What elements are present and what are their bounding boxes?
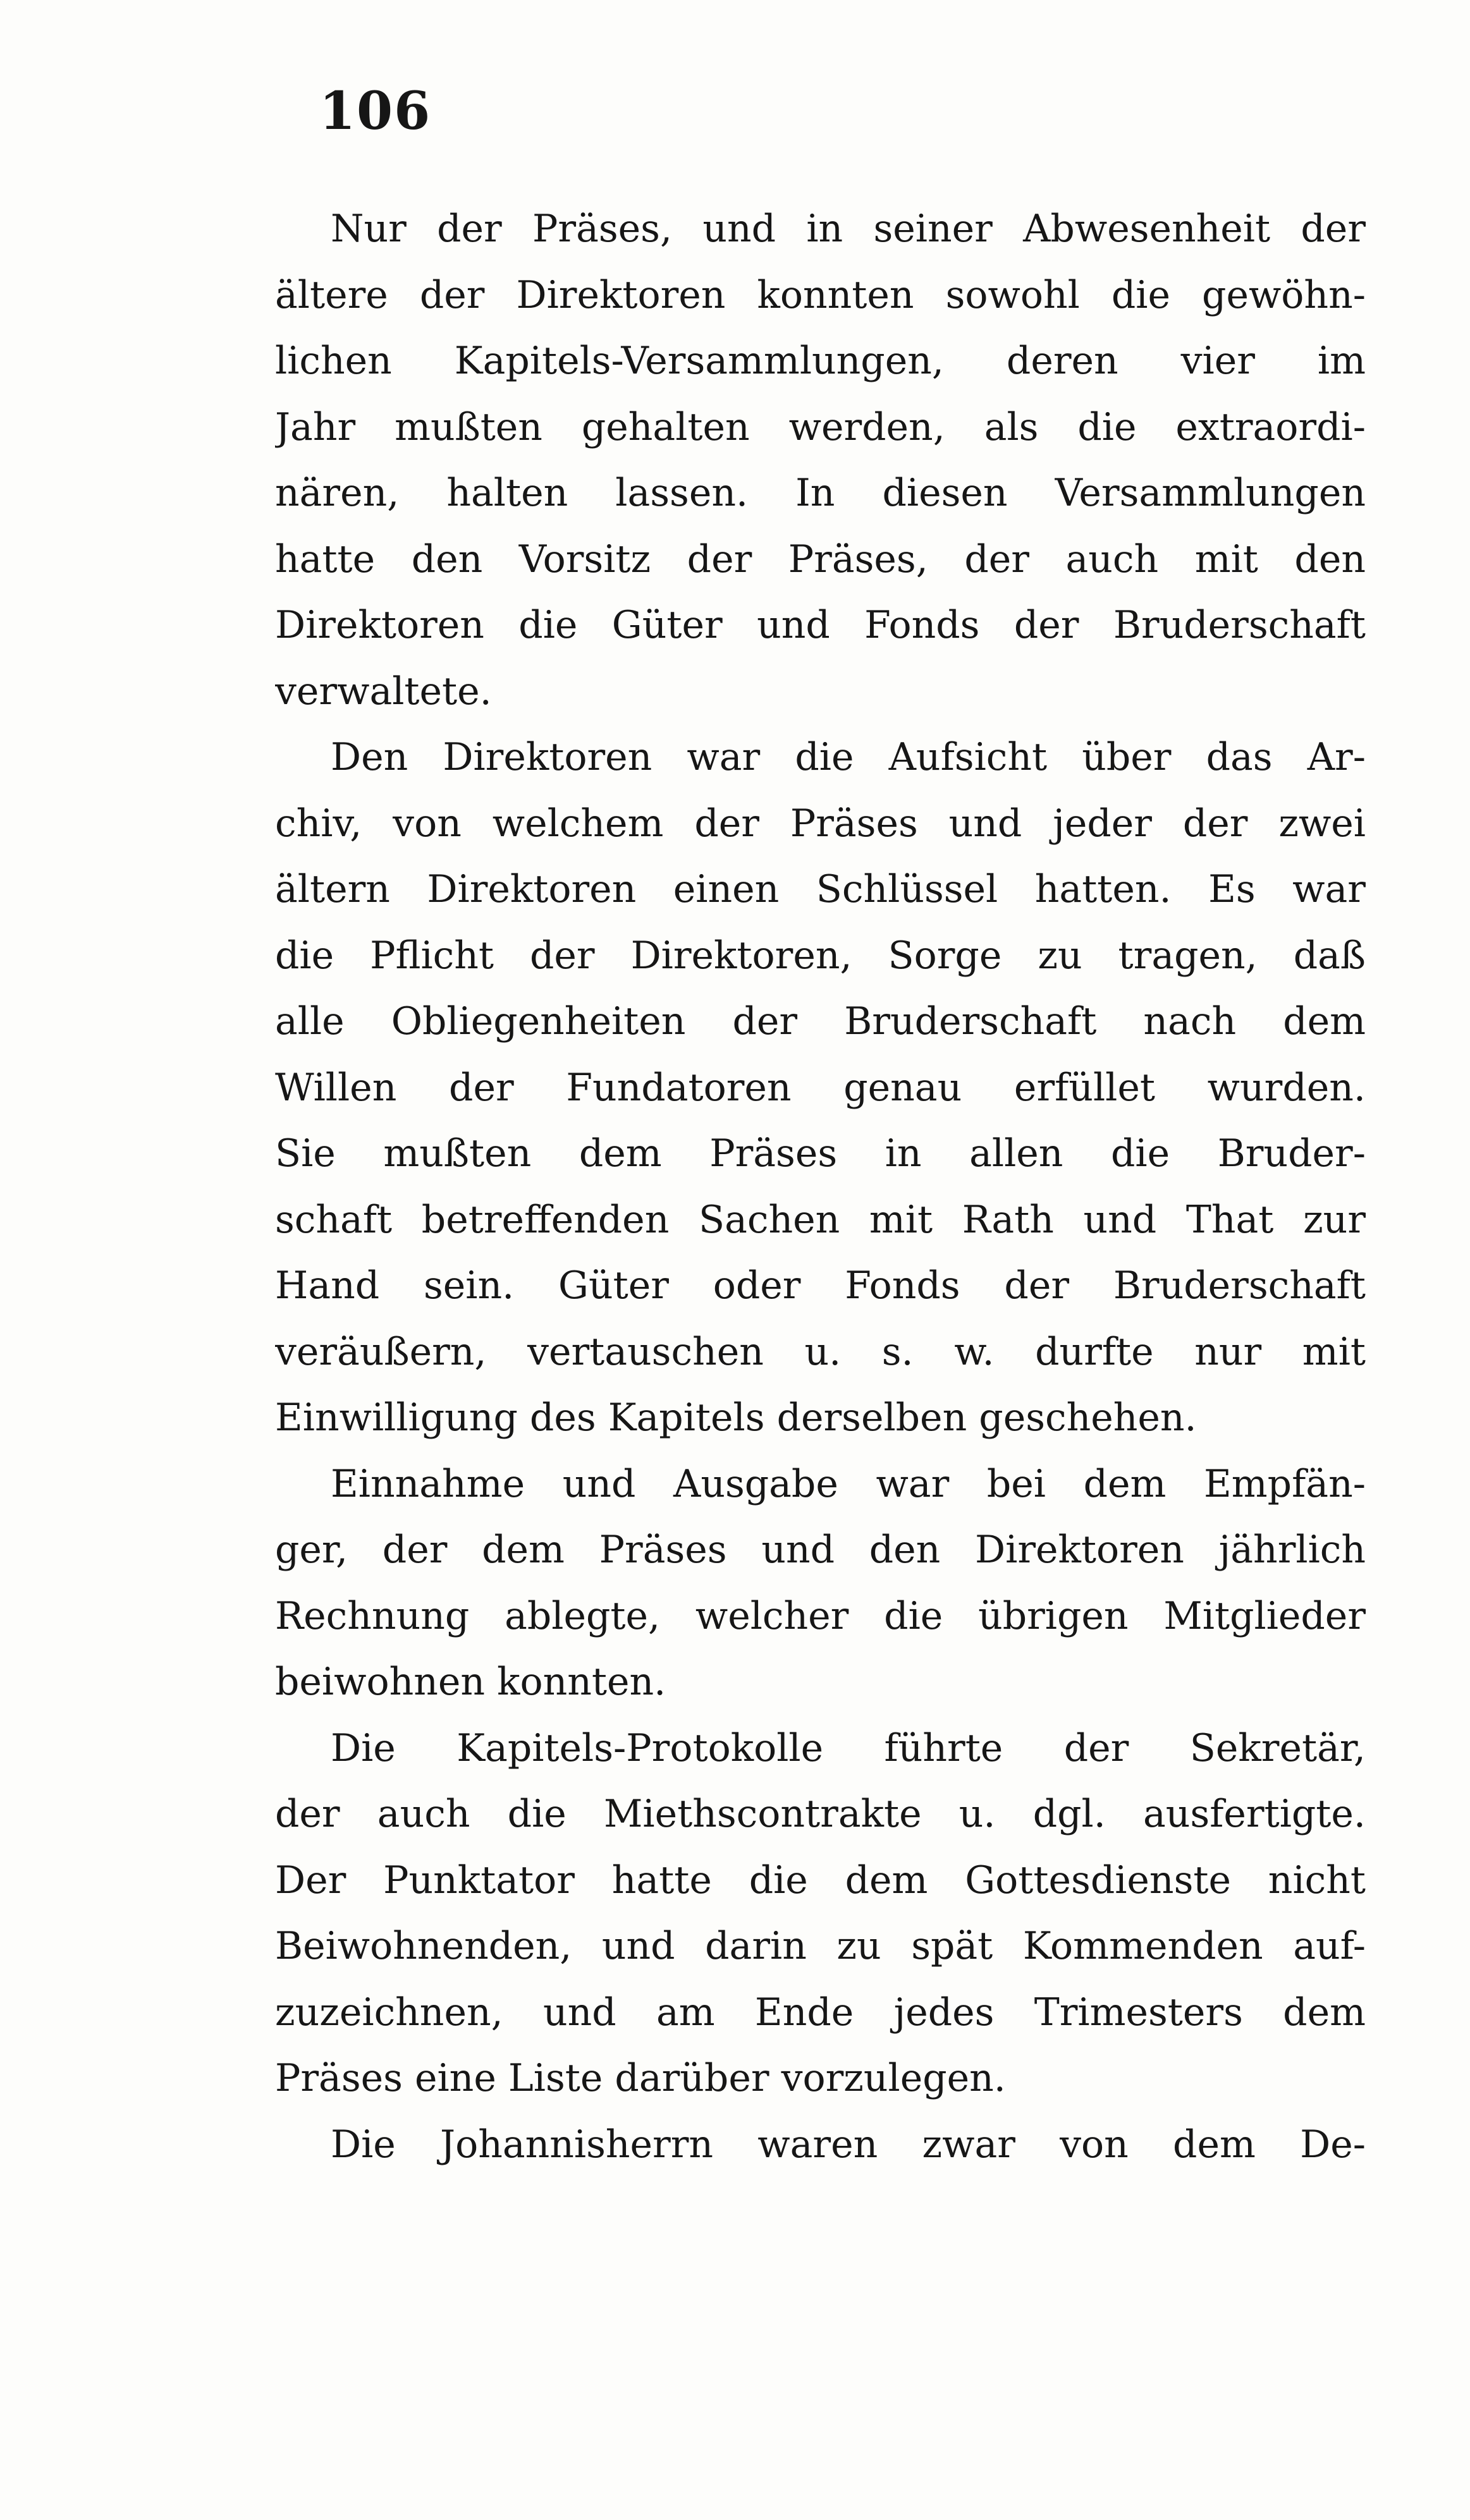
text-line: alle Obliegenheiten der Bruderschaft nach dem xyxy=(275,999,1366,1044)
text-line: Rechnung ablegte, welcher die übrigen Mitglieder xyxy=(275,1593,1366,1638)
page-number: 106 xyxy=(319,81,432,142)
text-line: Die Johannisherrn waren zwar von dem De- xyxy=(331,2122,1366,2167)
paragraph-4 xyxy=(275,1715,1366,2112)
paragraph-5 xyxy=(275,2112,1366,2178)
text-line: Die Kapitels-Protokolle führte der Sekretär, xyxy=(331,1726,1366,1770)
paragraph-3 xyxy=(275,1451,1366,1715)
text-line: Sie mußten dem Präses in allen die Bruder- xyxy=(275,1131,1366,1176)
text-line: veräußern, vertauschen u. s. w. durfte nur mit xyxy=(275,1329,1366,1374)
text-line: Der Punktator hatte die dem Gottesdienste nicht xyxy=(275,1858,1366,1902)
text-line: Willen der Fundatoren genau erfüllet wurden. xyxy=(275,1065,1366,1110)
text-line: schaft betreffenden Sachen mit Rath und That zur xyxy=(275,1197,1366,1242)
text-line: zuzeichnen, und am Ende jedes Trimesters dem xyxy=(275,1990,1366,2035)
text-line: verwaltete. xyxy=(275,669,492,714)
text-line: Beiwohnenden, und darin zu spät Kommenden auf- xyxy=(275,1924,1366,1968)
text-line: nären, halten lassen. In diesen Versammlungen xyxy=(275,471,1366,515)
text-line: beiwohnen konnten. xyxy=(275,1660,666,1704)
text-line: Nur der Präses, und in seiner Abwesenheit der xyxy=(331,207,1366,251)
paragraph-1 xyxy=(275,196,1366,724)
text-line: Den Direktoren war die Aufsicht über das Ar- xyxy=(331,735,1366,779)
body-text xyxy=(275,196,1366,2177)
text-line: ger, der dem Präses und den Direktoren jährlich xyxy=(275,1528,1366,1572)
paragraph-2 xyxy=(275,724,1366,1451)
text-line: der auch die Miethscontrakte u. dgl. ausfertigte. xyxy=(275,1792,1366,1836)
text-line: ältern Direktoren einen Schlüssel hatten. Es war xyxy=(275,867,1366,911)
text-line: Hand sein. Güter oder Fonds der Bruderschaft xyxy=(275,1263,1366,1308)
text-line: Einwilligung des Kapitels derselben geschehen. xyxy=(275,1396,1197,1440)
text-line: Jahr mußten gehalten werden, als die extraordi- xyxy=(275,405,1366,449)
text-line: hatte den Vorsitz der Präses, der auch mit den xyxy=(275,537,1366,581)
text-line: die Pflicht der Direktoren, Sorge zu tragen, daß xyxy=(275,933,1366,978)
text-line: chiv, von welchem der Präses und jeder der zwei xyxy=(275,801,1366,846)
text-line: lichen Kapitels-Versammlungen, deren vier im xyxy=(275,339,1366,383)
text-line: Direktoren die Güter und Fonds der Bruderschaft xyxy=(275,603,1366,647)
text-line: Präses eine Liste darüber vorzulegen. xyxy=(275,2056,1006,2100)
text-line: Einnahme und Ausgabe war bei dem Empfän- xyxy=(331,1461,1366,1506)
text-line: ältere der Direktoren konnten sowohl die gewöhn- xyxy=(275,272,1366,317)
